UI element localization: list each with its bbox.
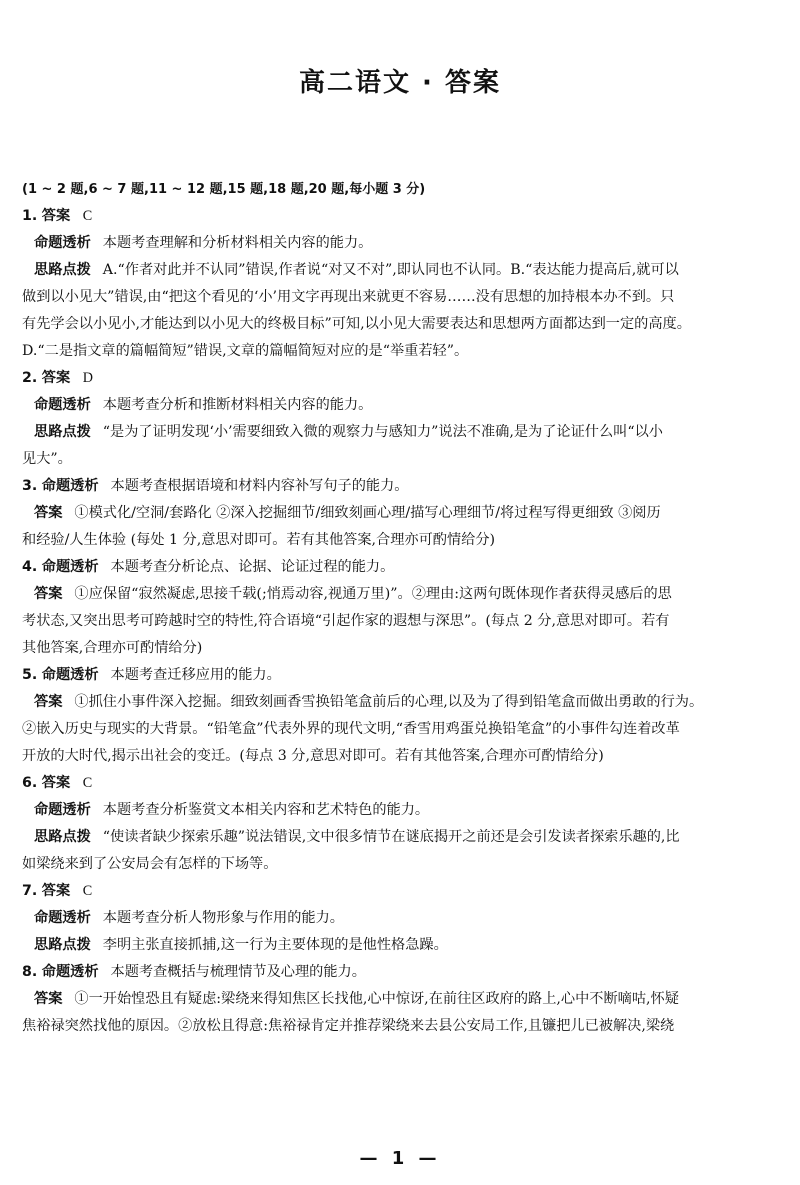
- scoring-note: (1 ~ 2 题,6 ~ 7 题,11 ~ 12 题,15 题,18 题,20 题,每小题 3 分): [22, 182, 426, 197]
- question-4-answer-line: [22, 581, 782, 608]
- question-1-analysis-line: [22, 230, 782, 257]
- question-6-analysis: 本题考查分析鉴赏文本相关内容和艺术特色的能力。: [102, 802, 430, 818]
- page-number: — 1 —: [359, 1148, 441, 1169]
- analysis-label: 命题透析: [34, 397, 91, 413]
- question-1: [22, 203, 782, 365]
- analysis-label: 命题透析: [41, 667, 99, 683]
- question-2-hint-line-2: 见大”。: [22, 451, 72, 467]
- question-5-answer-line-1: ①抓住小事件深入挖掘。细致刻画香雪换铅笔盒前后的心理,以及为了得到铅笔盒而做出勇敢的行为。: [74, 694, 704, 710]
- question-4-answer-line-3: 其他答案,合理亦可酌情给分): [22, 640, 203, 656]
- question-5-analysis: 本题考查迁移应用的能力。: [110, 667, 281, 683]
- question-1-analysis: 本题考查理解和分析材料相关内容的能力。: [102, 235, 373, 251]
- question-6-hint-line-1: “使读者缺少探索乐趣”说法错误,文中很多情节在谜底揭开之前还是会引发读者探索乐趣的,比: [102, 829, 680, 845]
- answer-label: 答案: [41, 883, 71, 899]
- question-8: [22, 959, 782, 1040]
- question-6: [22, 770, 782, 878]
- question-7-answer-line: [22, 878, 782, 905]
- question-5-analysis-line: [22, 662, 782, 689]
- question-1-answer: C: [82, 208, 93, 224]
- question-6-number: 6.: [22, 775, 38, 791]
- question-1-hint-line-2: 做到以小见大”错误,由“把这个看见的‘小’用文字再现出来就更不容易……没有思想的加持根本办不到。只: [22, 289, 675, 305]
- question-1-hint-line-1: A.“作者对此并不认同”错误,作者说“对又不对”,即认同也不认同。B.“表达能力提高后,就可以: [102, 262, 679, 278]
- hint-label: 思路点拨: [34, 262, 91, 278]
- question-7-analysis: 本题考查分析人物形象与作用的能力。: [102, 910, 344, 926]
- question-3-analysis-line: [22, 473, 782, 500]
- question-4-answer-line-1: ①应保留“寂然凝虑,思接千载(;悄焉动容,视通万里)”。②理由:这两句既体现作者获得灵感后的思: [74, 586, 672, 602]
- question-2-hint-line-1: “是为了证明发现‘小’需要细致入微的观察力与感知力”说法不准确,是为了论证什么叫“以小: [102, 424, 663, 440]
- question-8-answer-line-2: 焦裕禄突然找他的原因。②放松且得意:焦裕禄肯定并推荐梁绕来去县公安局工作,且镰把儿已被解决,梁绕: [22, 1018, 675, 1034]
- answer-content: [22, 176, 782, 1040]
- question-2-hint-line: [22, 419, 782, 446]
- question-5-answer-line-3: 开放的大时代,揭示出社会的变迁。(每点 3 分,意思对即可。若有其他答案,合理亦可酌情给分): [22, 748, 604, 764]
- hint-label: 思路点拨: [34, 937, 91, 953]
- question-4: [22, 554, 782, 662]
- hint-label: 思路点拨: [34, 424, 91, 440]
- analysis-label: 命题透析: [41, 559, 99, 575]
- question-6-answer: C: [82, 775, 93, 791]
- question-7-hint-line: [22, 932, 782, 959]
- question-2-number: 2.: [22, 370, 38, 386]
- question-1-hint-line-4: D.“二是指文章的篇幅简短”错误,文章的篇幅简短对应的是“举重若轻”。: [22, 343, 469, 359]
- hint-label: 思路点拨: [34, 829, 91, 845]
- question-8-number: 8.: [22, 964, 38, 980]
- question-4-analysis-line: [22, 554, 782, 581]
- question-5-answer-line-2: ②嵌入历史与现实的大背景。“铅笔盒”代表外界的现代文明,“香雪用鸡蛋兑换铅笔盒”的小事件勾连着改革: [22, 721, 680, 737]
- answer-label: 答案: [34, 505, 63, 521]
- answer-label: 答案: [34, 991, 63, 1007]
- question-7-answer: C: [82, 883, 93, 899]
- question-5-answer-line: [22, 689, 782, 716]
- question-4-analysis: 本题考查分析论点、论据、论证过程的能力。: [110, 559, 395, 575]
- question-5: [22, 662, 782, 770]
- question-2-answer: D: [82, 370, 93, 386]
- question-2-answer-line: [22, 365, 782, 392]
- question-3-answer-line: [22, 500, 782, 527]
- answer-label: 答案: [41, 370, 71, 386]
- question-1-number: 1.: [22, 208, 38, 224]
- question-7-hint-line-1: 李明主张直接抓捕,这一行为主要体现的是他性格急躁。: [102, 937, 448, 953]
- question-3-number: 3.: [22, 478, 38, 494]
- analysis-label: 命题透析: [34, 802, 91, 818]
- question-7-analysis-line: [22, 905, 782, 932]
- question-6-hint-line: [22, 824, 782, 851]
- question-4-number: 4.: [22, 559, 38, 575]
- question-8-analysis: 本题考查概括与梳理情节及心理的能力。: [110, 964, 366, 980]
- question-6-hint-line-2: 如梁绕来到了公安局会有怎样的下场等。: [22, 856, 278, 872]
- analysis-label: 命题透析: [41, 478, 99, 494]
- question-8-analysis-line: [22, 959, 782, 986]
- question-2-analysis: 本题考查分析和推断材料相关内容的能力。: [102, 397, 373, 413]
- question-3-answer-line-2: 和经验/人生体验 (每处 1 分,意思对即可。若有其他答案,合理亦可酌情给分): [22, 532, 496, 548]
- question-6-answer-line: [22, 770, 782, 797]
- question-8-answer-line: [22, 986, 782, 1013]
- question-2: [22, 365, 782, 473]
- analysis-label: 命题透析: [34, 235, 91, 251]
- answer-label: 答案: [41, 775, 71, 791]
- question-1-answer-line: [22, 203, 782, 230]
- question-3-analysis: 本题考查根据语境和材料内容补写句子的能力。: [110, 478, 409, 494]
- answer-label: 答案: [34, 694, 63, 710]
- page-title: 高二语文 · 答案: [299, 68, 501, 98]
- question-3-answer-line-1: ①模式化/空洞/套路化 ②深入挖掘细节/细致刻画心理/描写心理细节/将过程写得更细致 ③阅历: [74, 505, 661, 521]
- question-4-answer-line-2: 考状态,又突出思考可跨越时空的特性,符合语境“引起作家的遐想与深思”。(每点 2 分,意思对即可。若有: [22, 613, 670, 629]
- question-7: [22, 878, 782, 959]
- question-1-hint-line: [22, 257, 782, 284]
- question-6-analysis-line: [22, 797, 782, 824]
- question-1-hint-line-3: 有先学会以小见小,才能达到以小见大的终极目标”可知,以小见大需要表达和思想两方面都达到一定的高度。: [22, 316, 691, 332]
- analysis-label: 命题透析: [34, 910, 91, 926]
- question-7-number: 7.: [22, 883, 38, 899]
- question-8-answer-line-1: ①一开始惶恐且有疑虑:梁绕来得知焦区长找他,心中惊讶,在前往区政府的路上,心中不断嘀咕,怀疑: [74, 991, 679, 1007]
- answer-label: 答案: [41, 208, 71, 224]
- question-3: [22, 473, 782, 554]
- question-5-number: 5.: [22, 667, 38, 683]
- analysis-label: 命题透析: [41, 964, 99, 980]
- answer-label: 答案: [34, 586, 63, 602]
- question-2-analysis-line: [22, 392, 782, 419]
